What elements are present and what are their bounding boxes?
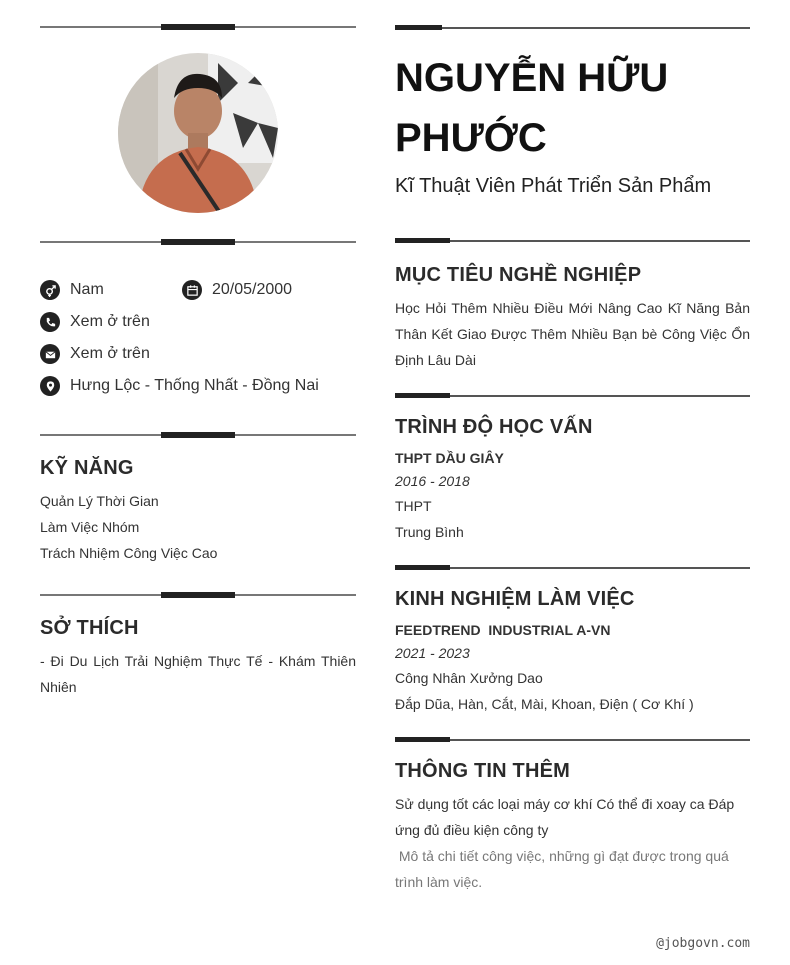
dob-value: 20/05/2000 [212,281,293,298]
divider-skills [40,434,356,436]
calendar-icon [182,280,202,300]
objective-text: Học Hỏi Thêm Nhiều Điều Mới Nâng Cao Kĩ Năng Bản Thân Kết Giao Được Thêm Nhiều Bạn bè Công Việc Ổn Định Lâu Dài [395,300,750,368]
divider-extra [395,739,750,741]
phone-icon [40,312,60,332]
extra-text: Sử dụng tốt các loại máy cơ khí Có thể đi xoay ca Đáp ứng đủ điều kiện công ty [395,796,735,838]
divider-hobbies [40,594,356,596]
experience-position: Công Nhân Xưởng Dao [395,670,543,686]
phone-row [40,311,150,333]
education-period: 2016 - 2018 [395,473,470,489]
divider-under-avatar [40,241,356,243]
email-icon [40,344,60,364]
hobbies-text: - Đi Du Lịch Trải Nghiệm Thực Tế - Khám Thiên Nhiên [40,653,356,695]
email-row [40,343,150,365]
skill-item: Quản Lý Thời Gian [40,493,159,509]
objective-title: MỤC TIÊU NGHỀ NGHIỆP [395,264,642,286]
footer-watermark: @jobgovn.com [656,936,750,951]
divider-education [395,395,750,397]
divider-experience [395,567,750,569]
phone-value: Xem ở trên [70,313,150,330]
candidate-name: NGUYỄN HỮU PHƯỚC [395,56,669,160]
address-value: Hưng Lộc - Thống Nhất - Đồng Nai [70,377,319,394]
education-grade: Trung Bình [395,524,464,540]
extra-title: THÔNG TIN THÊM [395,760,571,782]
dob-row [182,279,292,301]
skill-item: Làm Việc Nhóm [40,519,140,535]
experience-title: KINH NGHIỆM LÀM VIỆC [395,588,635,610]
address-row [40,375,319,397]
experience-period: 2021 - 2023 [395,645,470,661]
education-title: TRÌNH ĐỘ HỌC VẤN [395,416,593,438]
location-pin-icon [40,376,60,396]
experience-description: Đắp Dũa, Hàn, Cắt, Mài, Khoan, Điện ( Cơ Khí ) [395,696,694,712]
extra-placeholder: Mô tả chi tiết công việc, những gì đạt được trong quá trình làm việc. [395,848,733,890]
divider-top-right [395,27,750,29]
gender-value: Nam [70,281,104,298]
hobbies-title: SỞ THÍCH [40,617,139,639]
gender-icon [40,280,60,300]
divider-top-left [40,26,356,28]
skill-item: Trách Nhiệm Công Việc Cao [40,545,218,561]
email-value: Xem ở trên [70,345,150,362]
education-major: THPT [395,498,432,514]
divider-objective [395,240,750,242]
job-title: Kĩ Thuật Viên Phát Triển Sản Phẩm [395,175,712,197]
skills-title: KỸ NĂNG [40,457,134,479]
avatar [118,53,278,213]
gender-row [40,279,104,301]
education-school: THPT DẦU GIÂY [395,450,504,466]
experience-company: FEEDTREND INDUSTRIAL A-VN [395,622,611,638]
